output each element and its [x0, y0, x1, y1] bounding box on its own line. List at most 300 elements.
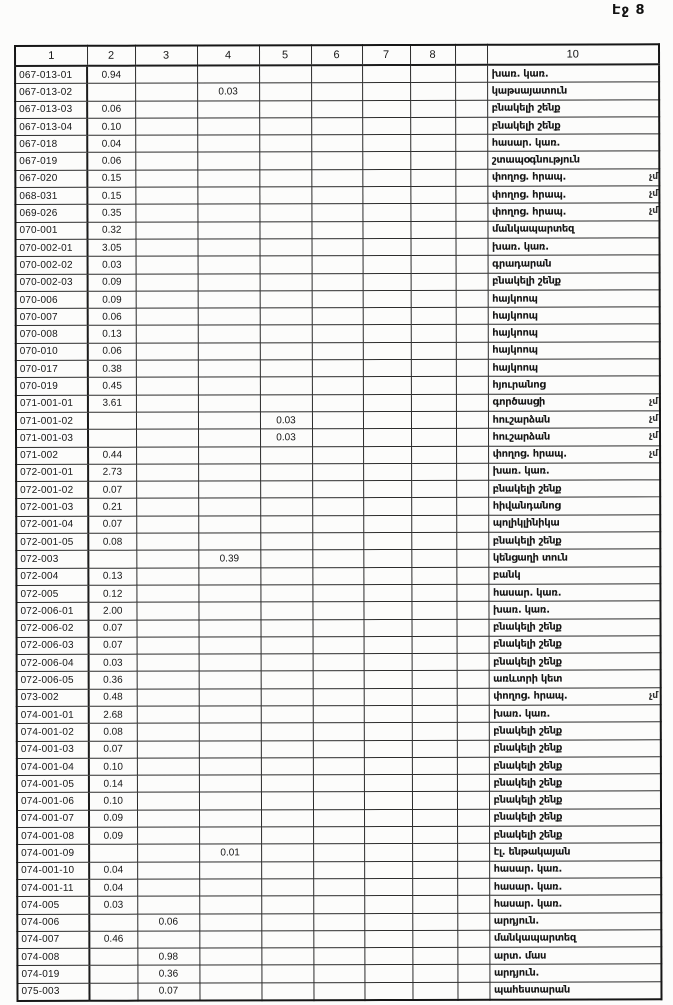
value-cell-col3: [135, 153, 197, 170]
parcel-code: 074-001-10: [17, 862, 89, 879]
value-cell-col3: 0.98: [137, 948, 199, 965]
value-cell-col4: [199, 723, 261, 740]
value-cell-col3: [137, 810, 199, 827]
value-cell-col3: [135, 135, 197, 152]
parcel-code: 072-001-03: [16, 499, 88, 516]
value-cell-col8: [412, 619, 457, 636]
table-row: [17, 722, 661, 741]
value-cell-col3: [135, 83, 197, 100]
value-cell-col4: [199, 931, 261, 948]
value-cell-col4: [197, 135, 259, 152]
value-cell-col6: [313, 982, 364, 1000]
value-cell-col9: [456, 532, 488, 549]
value-cell-col4: [198, 446, 260, 463]
value-cell-col2: [89, 966, 137, 983]
value-cell-col2: 0.03: [89, 896, 137, 913]
value-cell-col9: [457, 809, 489, 826]
parcel-code: 072-001-02: [16, 481, 88, 498]
value-cell-col5: [261, 706, 313, 723]
value-cell-col5: [259, 221, 311, 238]
value-cell-col7: [364, 723, 412, 740]
parcel-code: 074-001-08: [17, 827, 89, 844]
table-row: [16, 480, 660, 499]
value-cell-col6: [312, 463, 363, 480]
value-cell-col2: 0.07: [89, 637, 137, 654]
value-cell-col7: [362, 83, 410, 100]
table-row: [16, 359, 660, 378]
table-row: [17, 826, 661, 845]
table-row: [16, 255, 660, 274]
parcel-code: 072-006-05: [17, 672, 89, 689]
value-cell-col5: [261, 844, 313, 861]
value-cell-col5: [260, 308, 312, 325]
usage-label: շտապօգնություն: [487, 151, 659, 169]
value-cell-col8: [410, 221, 455, 238]
usage-label: բնակելի շենք: [487, 99, 659, 117]
value-cell-col3: [137, 637, 199, 654]
value-cell-col2: 0.03: [88, 256, 136, 273]
value-cell-col8: [412, 653, 457, 670]
value-cell-col5: [261, 896, 313, 913]
value-cell-col6: [311, 65, 362, 83]
value-cell-col8: [411, 238, 456, 255]
value-cell-col3: 0.36: [137, 965, 199, 982]
value-cell-col8: [410, 83, 455, 100]
value-cell-col4: [198, 429, 260, 446]
table-row: [17, 982, 661, 1001]
value-cell-col7: [362, 135, 410, 152]
value-cell-col4: [199, 983, 261, 1001]
parcel-code: 074-001-07: [17, 810, 89, 827]
value-cell-col5: [261, 809, 313, 826]
value-cell-col5: [260, 481, 312, 498]
value-cell-col5: [260, 273, 312, 290]
value-cell-col2: 0.10: [89, 758, 137, 775]
table-row: [17, 687, 661, 706]
value-cell-col3: [136, 550, 198, 567]
value-cell-col4: [199, 775, 261, 792]
value-cell-col3: [137, 620, 199, 637]
value-cell-col9: [455, 152, 487, 169]
value-cell-col3: [135, 101, 197, 118]
value-cell-col7: [364, 878, 412, 895]
value-cell-col4: [199, 740, 261, 757]
value-cell-col6: [313, 879, 364, 896]
table-row: [16, 376, 660, 395]
usage-label: բնակելի շենք: [488, 272, 660, 290]
value-cell-col8: [412, 775, 457, 792]
table-row: [15, 220, 659, 239]
value-cell-col6: [312, 602, 363, 619]
value-cell-col9: [456, 411, 488, 428]
table-row: [17, 670, 661, 689]
value-cell-col6: [312, 256, 363, 273]
value-cell-col3: [137, 931, 199, 948]
value-cell-col4: [198, 343, 260, 360]
value-cell-col6: [311, 169, 362, 186]
value-cell-col8: [412, 757, 457, 774]
usage-label: բնակելի շենք: [489, 739, 661, 757]
value-cell-col4: [197, 170, 259, 187]
value-cell-col5: [261, 740, 313, 757]
value-cell-col3: [136, 412, 198, 429]
value-cell-col9: [455, 117, 487, 134]
value-cell-col2: 0.10: [89, 793, 137, 810]
value-cell-col2: 2.73: [88, 464, 136, 481]
value-cell-col9: [456, 394, 488, 411]
value-cell-col5: [259, 83, 311, 100]
value-cell-col2: 3.61: [88, 395, 136, 412]
usage-label: բնակելի շենք: [489, 791, 661, 809]
value-cell-col8: [412, 671, 457, 688]
value-cell-col3: [135, 204, 197, 221]
value-cell-col7: [364, 982, 412, 1000]
parcel-code: 071-002: [16, 447, 88, 464]
value-cell-col5: [260, 585, 312, 602]
value-cell-col2: [89, 948, 137, 965]
margin-note: չմ: [649, 396, 659, 407]
table-row: [17, 705, 661, 724]
value-cell-col2: [89, 914, 137, 931]
value-cell-col9: [457, 913, 489, 930]
usage-label: հիվանդանոց: [488, 497, 660, 515]
parcel-code: 071-001-03: [16, 430, 88, 447]
value-cell-col7: [363, 290, 411, 307]
value-cell-col8: [411, 584, 456, 601]
value-cell-col3: [137, 706, 199, 723]
value-cell-col5: [260, 533, 312, 550]
value-cell-col9: [456, 584, 488, 601]
value-cell-col6: [311, 100, 362, 117]
value-cell-col7: [362, 187, 410, 204]
value-cell-col5: [261, 827, 313, 844]
value-cell-col3: [137, 844, 199, 861]
value-cell-col2: 0.38: [88, 360, 136, 377]
table-row: [16, 515, 660, 534]
value-cell-col7: [362, 169, 410, 186]
usage-label: հասար. կառ.: [488, 584, 660, 602]
table-row: [17, 912, 661, 931]
value-cell-col2: [88, 550, 136, 567]
value-cell-col9: [456, 342, 488, 359]
parcel-code: 074-001-02: [17, 724, 89, 741]
usage-label: խառ. կառ.: [488, 238, 660, 256]
value-cell-col6: [312, 342, 363, 359]
value-cell-col6: [313, 809, 364, 826]
value-cell-col8: [410, 186, 455, 203]
parcel-code: 074-007: [17, 931, 89, 948]
value-cell-col4: [199, 758, 261, 775]
value-cell-col2: 0.08: [88, 533, 136, 550]
table-row: [15, 134, 659, 153]
usage-label: հասար. կառ.: [489, 860, 661, 878]
usage-label: բնակելի շենք: [489, 618, 661, 636]
value-cell-col2: 0.04: [87, 135, 135, 152]
usage-label: հասար. կառ.: [489, 895, 661, 913]
table-row: [15, 99, 659, 118]
parcel-code: 074-001-05: [17, 775, 89, 792]
parcel-code: 072-006-04: [17, 654, 89, 671]
parcel-code: 068-031: [15, 187, 87, 204]
value-cell-col6: [312, 515, 363, 532]
value-cell-col8: [412, 826, 457, 843]
usage-label: հայկոոպ: [488, 359, 660, 377]
value-cell-col6: [312, 584, 363, 601]
value-cell-col6: [312, 412, 363, 429]
value-cell-col5: [260, 394, 312, 411]
value-cell-col2: 0.09: [88, 274, 136, 291]
value-cell-col5: [261, 982, 313, 1000]
value-cell-col3: [136, 429, 198, 446]
table-row: [15, 203, 659, 222]
value-cell-col3: [136, 308, 198, 325]
table-row: [17, 964, 661, 983]
value-cell-col3: 0.06: [137, 914, 199, 931]
table-row: [16, 532, 660, 551]
value-cell-col2: 0.32: [87, 222, 135, 239]
value-cell-col8: [411, 273, 456, 290]
value-cell-col3: [136, 516, 198, 533]
value-cell-col2: 0.44: [88, 447, 136, 464]
value-cell-col9: [456, 480, 488, 497]
value-cell-col4: [198, 533, 260, 550]
parcel-code: 074-005: [17, 897, 89, 914]
table-header: [15, 44, 659, 66]
parcel-code: 067-020: [15, 170, 87, 187]
value-cell-col7: [363, 429, 411, 446]
value-cell-col3: [136, 585, 198, 602]
value-cell-col8: [412, 636, 457, 653]
value-cell-col6: [313, 844, 364, 861]
value-cell-col9: [457, 878, 489, 895]
value-cell-col4: [198, 360, 260, 377]
value-cell-col6: [312, 481, 363, 498]
value-cell-col9: [455, 204, 487, 221]
value-cell-col2: [88, 429, 136, 446]
value-cell-col4: [198, 464, 260, 481]
parcel-code: 070-007: [16, 308, 88, 325]
value-cell-col2: [88, 412, 136, 429]
table-row: [16, 549, 660, 568]
value-cell-col6: [313, 636, 364, 653]
column-header-2: 2: [87, 46, 135, 66]
value-cell-col8: [411, 602, 456, 619]
value-cell-col8: [410, 204, 455, 221]
value-cell-col4: [199, 948, 261, 965]
parcel-code: 070-008: [16, 326, 88, 343]
parcel-code: 072-003: [16, 551, 88, 568]
value-cell-col4: [198, 377, 260, 394]
value-cell-col5: [261, 654, 313, 671]
parcel-code: 072-006-03: [17, 637, 89, 654]
value-cell-col5: [260, 325, 312, 342]
value-cell-col9: [456, 428, 488, 445]
value-cell-col7: [364, 654, 412, 671]
value-cell-col9: [457, 826, 489, 843]
value-cell-col7: [364, 619, 412, 636]
value-cell-col5: [260, 360, 312, 377]
table-row: [15, 169, 659, 188]
value-cell-col6: [311, 187, 362, 204]
usage-label: գործասցի: [488, 393, 660, 411]
table-row: [16, 566, 660, 585]
usage-label: փողոց. հրապ.: [489, 687, 661, 705]
value-cell-col8: [410, 117, 455, 134]
table-row: [17, 843, 661, 862]
value-cell-col7: [363, 308, 411, 325]
value-cell-col9: [457, 930, 489, 947]
value-cell-col3: [136, 291, 198, 308]
value-cell-col6: [313, 930, 364, 947]
value-cell-col6: [312, 360, 363, 377]
value-cell-col7: [362, 152, 410, 169]
parcel-code: 074-001-03: [17, 741, 89, 758]
value-cell-col7: [363, 446, 411, 463]
value-cell-col8: [411, 325, 456, 342]
value-cell-col8: [411, 290, 456, 307]
value-cell-col3: [136, 464, 198, 481]
value-cell-col2: 0.45: [88, 378, 136, 395]
value-cell-col8: [412, 723, 457, 740]
value-cell-col7: [364, 930, 412, 947]
margin-note: չմ: [649, 431, 659, 442]
value-cell-col6: [313, 688, 364, 705]
value-cell-col2: 0.35: [87, 205, 135, 222]
parcel-code: 067-013-04: [15, 118, 87, 135]
parcel-code: 070-017: [16, 360, 88, 377]
value-cell-col3: [135, 66, 197, 84]
value-cell-col8: [412, 844, 457, 861]
value-cell-col4: [199, 810, 261, 827]
value-cell-col6: [311, 152, 362, 169]
value-cell-col7: [364, 948, 412, 965]
usage-label: պոլիկլինիկա: [488, 515, 660, 533]
column-header-4: 4: [197, 45, 259, 65]
table-row: [17, 895, 661, 914]
value-cell-col2: 0.09: [89, 827, 137, 844]
table-row: [17, 930, 661, 949]
value-cell-col9: [456, 238, 488, 255]
value-cell-col6: [312, 239, 363, 256]
value-cell-col6: [313, 775, 364, 792]
value-cell-col4: [198, 394, 260, 411]
value-cell-col7: [363, 394, 411, 411]
value-cell-col5: [260, 498, 312, 515]
value-cell-col6: [312, 446, 363, 463]
value-cell-col8: [411, 480, 456, 497]
value-cell-col7: [363, 498, 411, 515]
value-cell-col2: 0.06: [87, 101, 135, 118]
value-cell-col9: [456, 463, 488, 480]
value-cell-col2: 0.21: [88, 499, 136, 516]
value-cell-col4: [198, 412, 260, 429]
value-cell-col7: [363, 325, 411, 342]
value-cell-col9: [456, 273, 488, 290]
value-cell-col3: [137, 775, 199, 792]
value-cell-col5: [259, 204, 311, 221]
parcel-code: 072-005: [16, 585, 88, 602]
value-cell-col3: [135, 187, 197, 204]
value-cell-col8: [412, 809, 457, 826]
value-cell-col7: [363, 532, 411, 549]
usage-label: բնակելի շենք: [489, 653, 661, 671]
value-cell-col5: [259, 152, 311, 169]
usage-label: հասար. կառ.: [487, 134, 659, 152]
value-cell-col3: [137, 723, 199, 740]
value-cell-col9: [456, 498, 488, 515]
value-cell-col8: [412, 982, 457, 1000]
value-cell-col6: [313, 619, 364, 636]
value-cell-col6: [312, 377, 363, 394]
value-cell-col4: [197, 65, 259, 83]
value-cell-col8: [411, 567, 456, 584]
table-row: [17, 878, 661, 897]
value-cell-col7: [363, 411, 411, 428]
value-cell-col7: [363, 550, 411, 567]
value-cell-col9: [456, 515, 488, 532]
value-cell-col6: [313, 654, 364, 671]
value-cell-col3: [137, 827, 199, 844]
value-cell-col7: [364, 844, 412, 861]
margin-note: չմ: [649, 414, 659, 424]
value-cell-col3: [135, 222, 197, 239]
value-cell-col9: [456, 567, 488, 584]
value-cell-col3: [136, 447, 198, 464]
value-cell-col6: [312, 567, 363, 584]
usage-label: փողոց. հրապ.: [487, 203, 659, 221]
usage-label: պահեստարան: [489, 982, 661, 1000]
value-cell-col2: 0.08: [89, 723, 137, 740]
value-cell-col5: [260, 291, 312, 308]
parcel-code: 071-001-01: [16, 395, 88, 412]
usage-label: առևտրի կետ: [489, 670, 661, 688]
value-cell-col2: 0.04: [89, 879, 137, 896]
value-cell-col4: [198, 256, 260, 273]
value-cell-col4: [199, 689, 261, 706]
parcel-code: 074-001-04: [17, 758, 89, 775]
usage-label: խառ. կառ.: [488, 601, 660, 619]
value-cell-col2: 0.14: [89, 775, 137, 792]
value-cell-col3: [135, 118, 197, 135]
parcel-code: 070-002-01: [16, 239, 88, 256]
value-cell-col9: [457, 740, 489, 757]
value-cell-col9: [457, 792, 489, 809]
value-cell-col4: [199, 879, 261, 896]
value-cell-col4: [199, 913, 261, 930]
usage-label: մանկապարտեզ: [487, 220, 659, 238]
value-cell-col2: 0.15: [87, 170, 135, 187]
value-cell-col3: [137, 689, 199, 706]
value-cell-col2: 0.09: [88, 291, 136, 308]
value-cell-col4: [197, 152, 259, 169]
value-cell-col3: [137, 671, 199, 688]
value-cell-col8: [412, 878, 457, 895]
value-cell-col5: [260, 602, 312, 619]
value-cell-col4: [198, 481, 260, 498]
value-cell-col2: 0.07: [88, 481, 136, 498]
usage-label: հայկոոպ: [488, 342, 660, 360]
parcel-code: 074-008: [17, 948, 89, 965]
value-cell-col9: [457, 982, 489, 1000]
value-cell-col2: 0.03: [89, 654, 137, 671]
value-cell-col7: [362, 204, 410, 221]
value-cell-col8: [412, 861, 457, 878]
value-cell-col2: 0.07: [89, 741, 137, 758]
value-cell-col2: 0.09: [89, 810, 137, 827]
value-cell-col2: 2.68: [89, 706, 137, 723]
table-row: [15, 82, 659, 101]
value-cell-col6: [312, 325, 363, 342]
